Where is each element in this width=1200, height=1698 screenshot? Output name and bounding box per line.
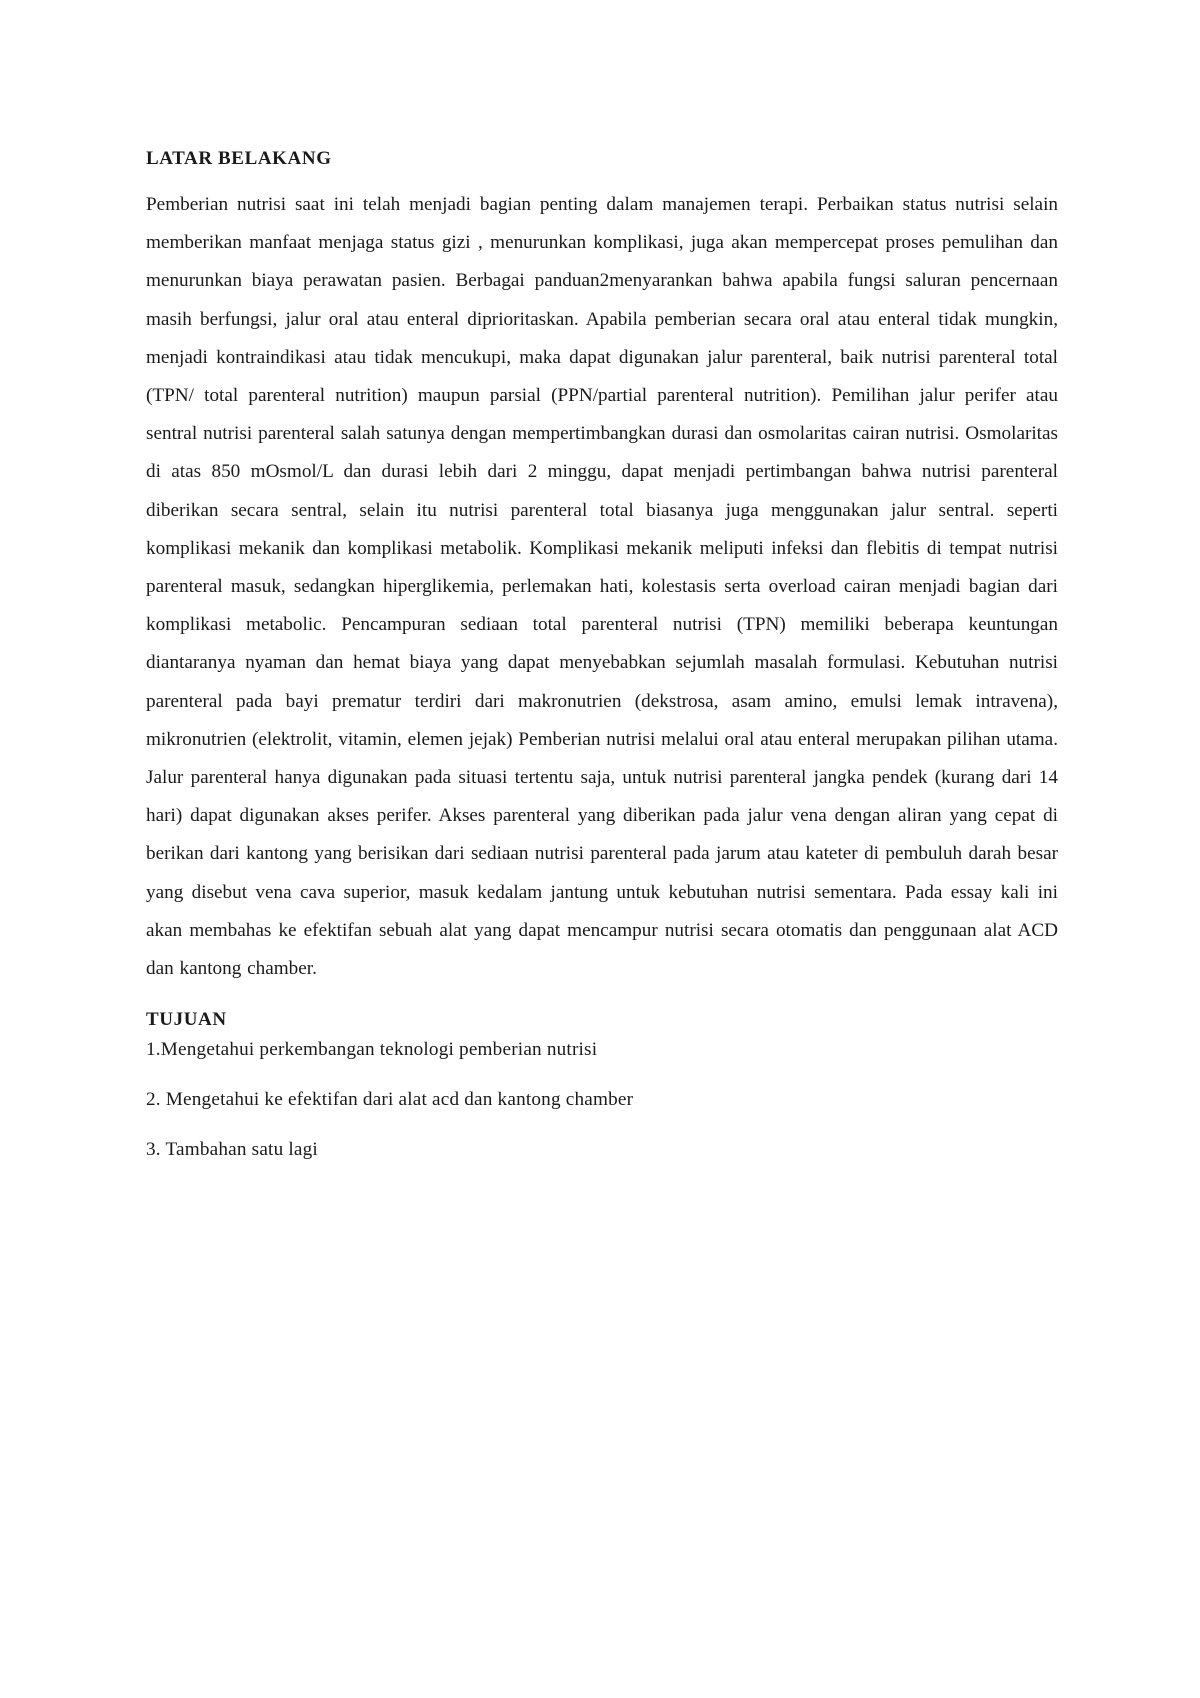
- goal-item: 1.Mengetahui perkembangan teknologi pemberian nutrisi: [146, 1039, 598, 1061]
- goal-list: [146, 1037, 1058, 1163]
- document-page: [146, 146, 1058, 1187]
- goal-item: 3. Tambahan satu lagi: [146, 1139, 318, 1161]
- goal-item: 2. Mengetahui ke efektifan dari alat acd dan kantong chamber: [146, 1089, 634, 1111]
- section-heading-latar-belakang: LATAR BELAKANG: [146, 148, 332, 169]
- background-paragraph: Pemberian nutrisi saat ini telah menjadi bagian penting dalam manajemen terapi. Perbaikan status nutrisi selain memberikan manfaat menjaga status gizi , menurunkan komplikasi, juga akan mempercepat proses pemulihan dan menurunkan biaya perawatan pasien. Berbagai panduan2menyarankan bahwa apabila fungsi saluran pencernaan masih berfungsi, jalur oral atau enteral diprioritaskan. Apabila pemberian secara oral atau enteral tidak mungkin, menjadi kontraindikasi atau tidak mencukupi, maka dapat digunakan jalur parenteral, baik nutrisi parenteral total (TPN/ total parenteral nutrition) maupun parsial (PPN/partial parenteral nutrition). Pemilihan jalur perifer atau sentral nutrisi parenteral salah satunya dengan mempertimbangkan durasi dan osmolaritas cairan nutrisi. Osmolaritas di atas 850 mOsmol/L dan durasi lebih dari 2 minggu, dapat menjadi pertimbangan bahwa nutrisi parenteral diberikan secara sentral, selain itu nutrisi parenteral total biasanya juga menggunakan jalur sentral. seperti komplikasi mekanik dan komplikasi metabolik. Komplikasi mekanik meliputi infeksi dan flebitis di tempat nutrisi parenteral masuk, sedangkan hiperglikemia, perlemakan hati, kolestasis serta overload cairan menjadi bagian dari komplikasi metabolic. Pencampuran sediaan total parenteral nutrisi (TPN) memiliki beberapa keuntungan diantaranya nyaman dan hemat biaya yang dapat menyebabkan sejumlah masalah formulasi. Kebutuhan nutrisi parenteral pada bayi prematur terdiri dari makronutrien (dekstrosa, asam amino, emulsi lemak intravena), mikronutrien (elektrolit, vitamin, elemen jejak) Pemberian nutrisi melalui oral atau enteral merupakan pilihan utama. Jalur parenteral hanya digunakan pada situasi tertentu saja, untuk nutrisi parenteral jangka pendek (kurang dari 14 hari) dapat digunakan akses perifer. Akses parenteral yang diberikan pada jalur vena dengan aliran yang cepat di berikan dari kantong yang berisikan dari sediaan nutrisi parenteral pada jarum atau kateter di pembuluh darah besar yang disebut vena cava superior, masuk kedalam jantung untuk kebutuhan nutrisi sementara. Pada essay kali ini akan membahas ke efektifan sebuah alat yang dapat mencampur nutrisi secara otomatis dan penggunaan alat ACD dan kantong chamber.: [146, 194, 1058, 980]
- section-heading-tujuan: TUJUAN: [146, 1009, 227, 1031]
